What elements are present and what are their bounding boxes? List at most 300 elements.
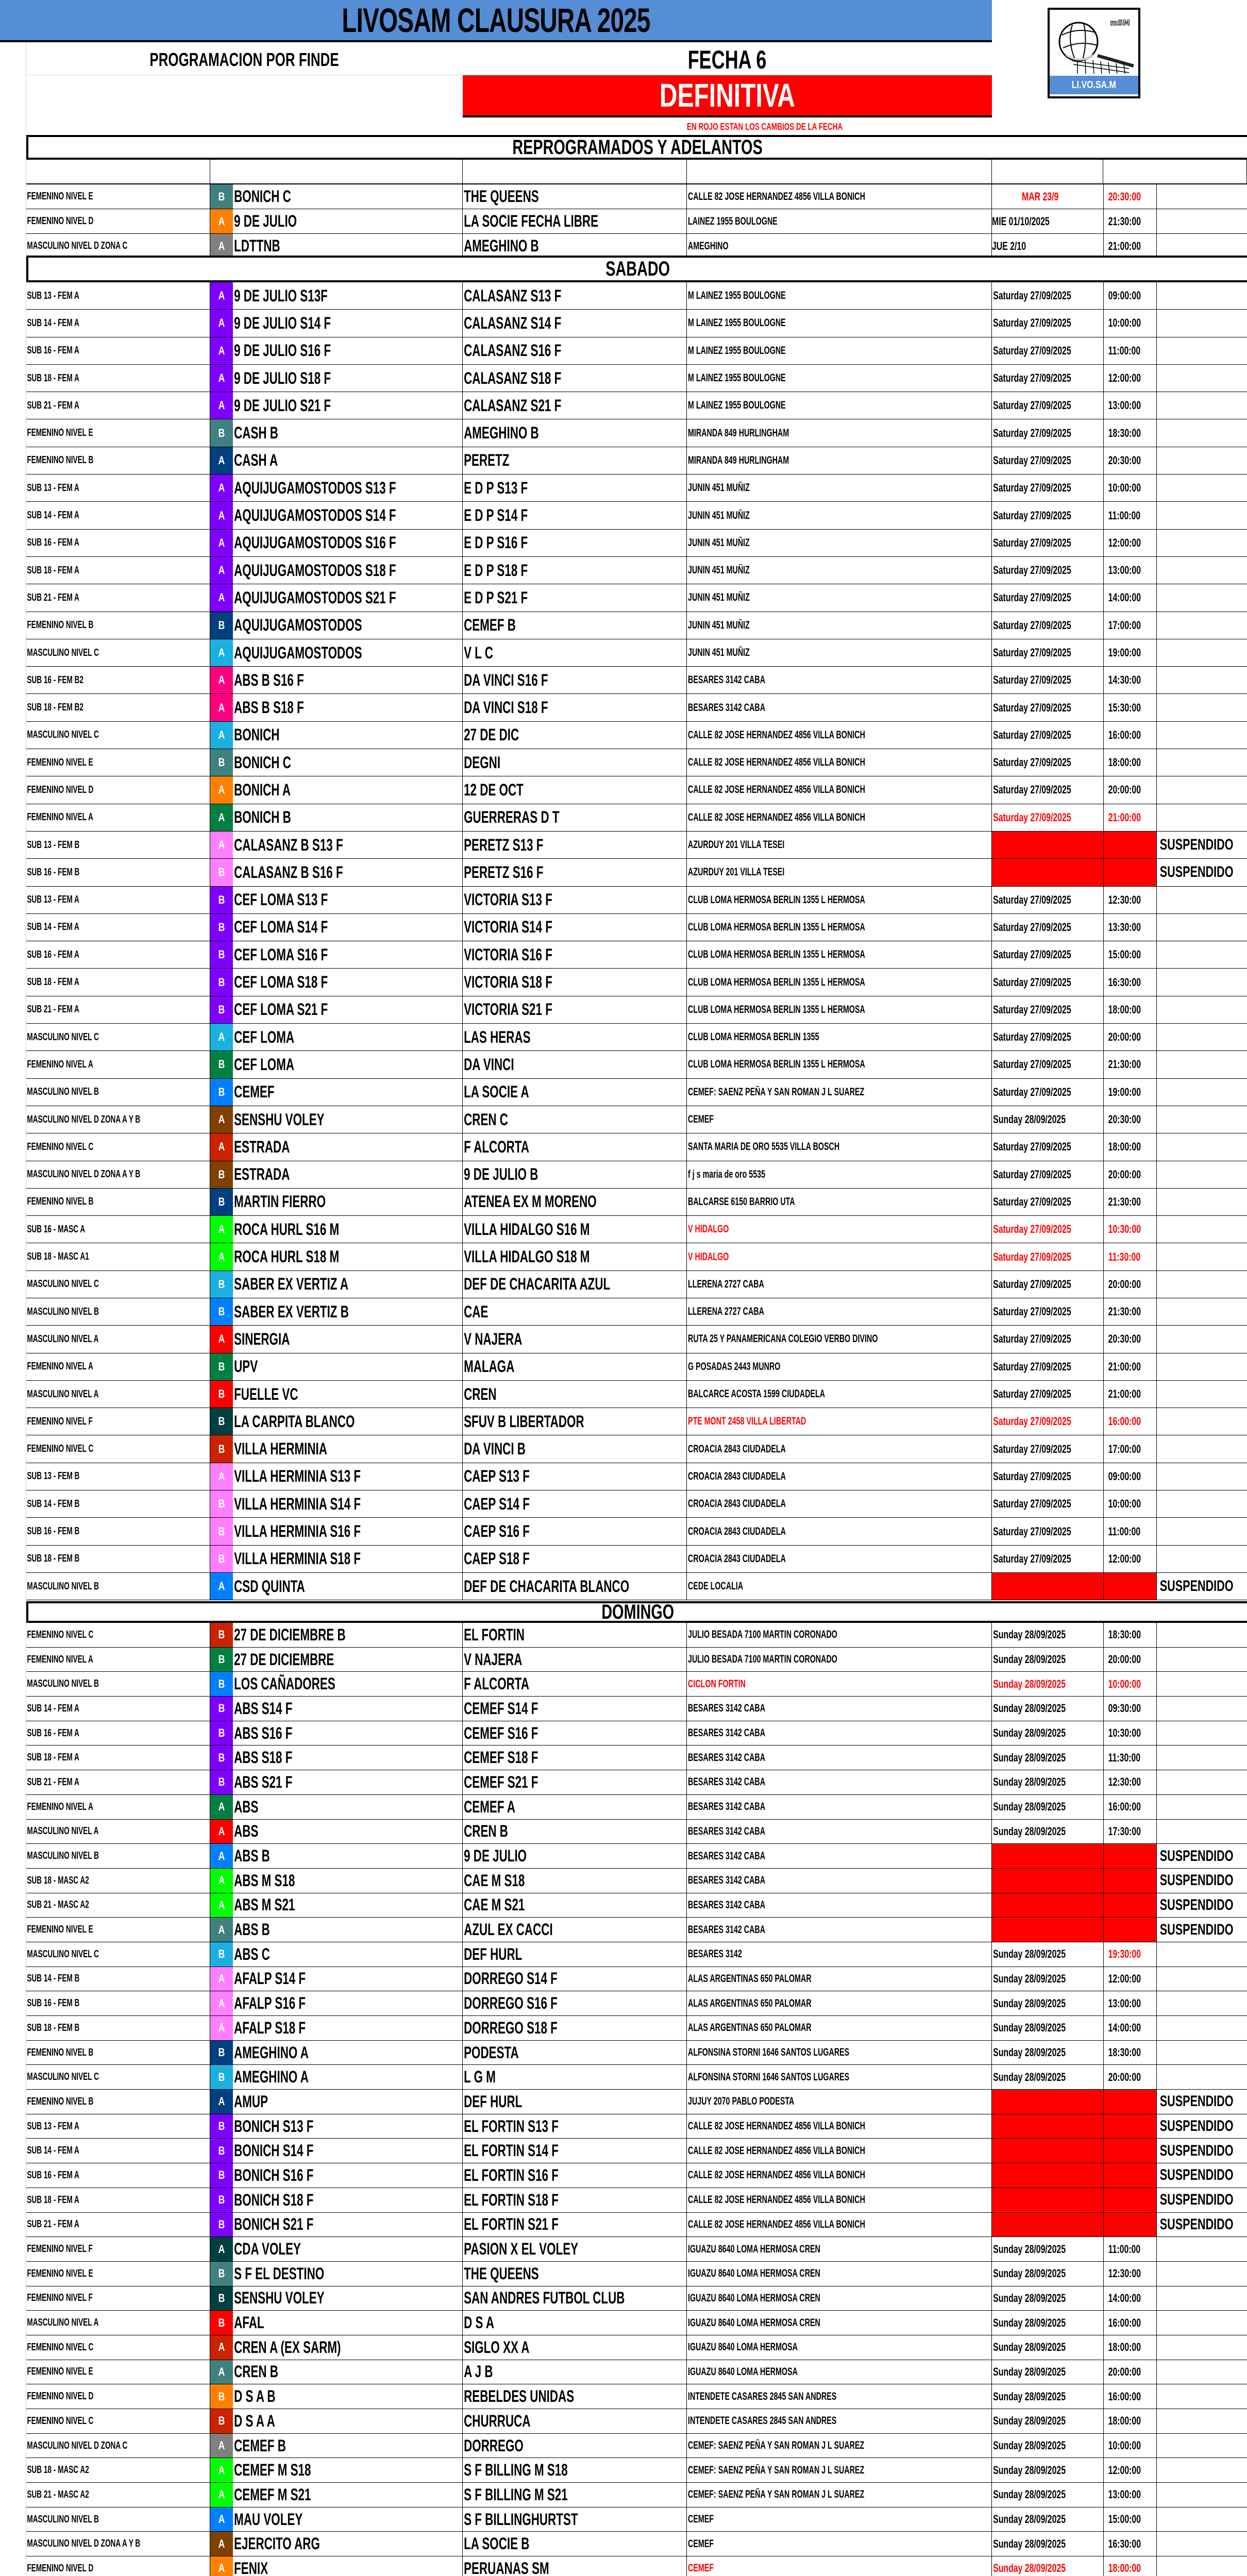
away-team-text: AMEGHINO B [464, 423, 539, 443]
category-text: SUB 21 - MASC A2 [27, 1899, 89, 1911]
home-team-text: ABS S21 F [234, 1772, 293, 1791]
status-cell [1157, 2262, 1247, 2286]
away-team-cell [463, 859, 687, 886]
date-cell [992, 804, 1104, 831]
date-cell [992, 2188, 1104, 2212]
home-team-text: D S A B [234, 2387, 276, 2406]
away-team-text: DEF HURL [464, 1944, 523, 1963]
date-text: MAR 23/9 [1022, 190, 1059, 203]
away-team-text: VICTORIA S18 F [464, 973, 552, 992]
time-text: 11:00:00 [1108, 1524, 1141, 1538]
category-cell [26, 1546, 210, 1572]
status-cell [1157, 2286, 1247, 2311]
date-text: Saturday 27/09/2025 [993, 399, 1071, 412]
venue-text: BESARES 3142 CABA [688, 701, 766, 714]
category-cell [26, 749, 210, 776]
time-cell [1104, 310, 1157, 336]
venue-cell [687, 2286, 992, 2311]
time-cell [1104, 392, 1157, 419]
status-cell [1157, 722, 1247, 749]
time-text: 09:30:00 [1108, 1702, 1141, 1715]
zone-badge-text: A [218, 838, 225, 852]
home-team-cell [233, 859, 463, 886]
home-team-text: VILLA HERMINIA [234, 1439, 327, 1459]
table-row [26, 2065, 1247, 2090]
away-team-text: AZUL EX CACCI [464, 1920, 553, 1939]
venue-text: BESARES 3142 CABA [688, 674, 766, 686]
empty-cell [210, 160, 463, 183]
date-cell [992, 2286, 1104, 2311]
home-team-cell [233, 502, 463, 529]
home-team-text: ABS B S18 F [234, 698, 304, 717]
date-cell [992, 1672, 1104, 1696]
table-row [26, 2188, 1247, 2213]
date-cell [992, 2213, 1104, 2237]
table-row [26, 474, 1247, 502]
date-cell [992, 1623, 1104, 1647]
away-team-text: V NAJERA [464, 1650, 523, 1669]
away-team-cell [463, 1024, 687, 1050]
status-cell [1157, 804, 1247, 831]
away-team-cell [463, 1844, 687, 1868]
zone-badge-text: A [218, 2095, 225, 2108]
zone-badge [210, 584, 233, 611]
zone-badge-text: B [218, 1277, 225, 1291]
home-team-cell [233, 749, 463, 776]
zone-badge-text: A [218, 481, 225, 495]
time-text: 20:30:00 [1108, 190, 1141, 203]
table-row [26, 2139, 1247, 2163]
category-cell [26, 502, 210, 529]
time-cell [1104, 1991, 1157, 2015]
venue-text: CALLE 82 JOSE HERNANDEZ 4856 VILLA BONICH [688, 190, 865, 202]
table-row [26, 209, 1247, 234]
home-team-text: VILLA HERMINIA S13 F [234, 1467, 361, 1486]
home-team-cell [233, 1672, 463, 1696]
zone-badge-text: B [218, 1775, 225, 1789]
domingo-table [26, 1623, 1247, 2576]
status-cell [1157, 392, 1247, 419]
home-team-text: BONICH A [234, 780, 291, 799]
date-cell [992, 887, 1104, 913]
time-cell [1104, 1381, 1157, 1408]
status-cell [1157, 1942, 1247, 1967]
zone-badge [210, 1106, 233, 1133]
table-row [26, 530, 1247, 557]
away-team-cell [463, 1435, 687, 1462]
venue-cell [687, 2556, 992, 2576]
category-text: MASCULINO NIVEL B [27, 1678, 99, 1690]
status-cell [1157, 1546, 1247, 1572]
time-cell [1104, 1745, 1157, 1770]
away-team-text: V L C [464, 643, 493, 662]
status-cell [1157, 1381, 1247, 1408]
fecha-cell [463, 44, 992, 75]
time-text: 17:00:00 [1108, 618, 1141, 632]
venue-cell [687, 1024, 992, 1050]
category-text: SUB 18 - FEM A [27, 2194, 79, 2206]
home-team-cell [233, 1623, 463, 1647]
category-text: SUB 16 - FEM B [27, 1997, 80, 2009]
category-text: MASCULINO NIVEL B [27, 1580, 99, 1592]
zone-badge [210, 2360, 233, 2384]
time-text: 10:00:00 [1108, 481, 1141, 495]
zone-badge-text: A [218, 2488, 225, 2501]
category-text: SUB 18 - MASC A2 [27, 1874, 89, 1886]
table-row [26, 969, 1247, 996]
venue-text: V HIDALGO [688, 1223, 729, 1235]
date-cell [992, 1298, 1104, 1325]
time-cell [1104, 1942, 1157, 1967]
category-cell [26, 1106, 210, 1133]
away-team-text: VICTORIA S21 F [464, 1000, 552, 1019]
zone-badge [210, 2237, 233, 2261]
time-text: 21:30:00 [1108, 1058, 1141, 1071]
time-cell [1104, 1546, 1157, 1572]
zone-badge-text: A [218, 2513, 225, 2526]
category-text: SUB 18 - MASC A1 [27, 1251, 89, 1263]
category-text: MASCULINO NIVEL D ZONA A Y B [27, 1168, 141, 1180]
zone-badge-text: A [218, 810, 225, 824]
time-cell [1104, 2384, 1157, 2409]
home-team-cell [233, 209, 463, 233]
zone-badge [210, 1844, 233, 1868]
status-cell [1157, 209, 1247, 233]
table-row [26, 2483, 1247, 2507]
venue-cell [687, 447, 992, 474]
date-text: Saturday 27/09/2025 [993, 536, 1071, 549]
away-team-text: DA VINCI S18 F [464, 698, 548, 717]
venue-text: JUNIN 451 MUÑIZ [688, 482, 750, 494]
venue-text: AZURDUY 201 VILLA TESEI [688, 839, 785, 851]
venue-cell [687, 2016, 992, 2040]
status-cell [1157, 2213, 1247, 2237]
venue-cell [687, 234, 992, 258]
away-team-cell [463, 832, 687, 858]
time-cell [1104, 694, 1157, 721]
date-cell [992, 1942, 1104, 1967]
away-team-text: E D P S14 F [464, 506, 528, 525]
venue-text: JUNIN 451 MUÑIZ [688, 591, 750, 604]
home-team-cell [233, 1490, 463, 1517]
away-team-cell [463, 1991, 687, 2015]
status-text: SUSPENDIDO [1159, 1896, 1234, 1913]
status-cell [1157, 1353, 1247, 1380]
empty-cell [687, 160, 992, 183]
category-cell [26, 612, 210, 639]
zone-badge [210, 1243, 233, 1270]
away-team-cell [463, 914, 687, 941]
table-row [26, 1271, 1247, 1298]
home-team-text: ABS B [234, 1846, 270, 1866]
category-cell [26, 859, 210, 886]
away-team-cell [463, 804, 687, 831]
away-team-cell [463, 2213, 687, 2237]
zone-badge [210, 502, 233, 529]
zone-badge [210, 1490, 233, 1517]
away-team-text: CEMEF S18 F [464, 1748, 538, 1767]
category-cell [26, 2384, 210, 2409]
zone-badge-text: A [218, 1469, 225, 1483]
date-text: Saturday 27/09/2025 [993, 1003, 1071, 1016]
away-team-text: DORREGO S16 F [464, 1994, 558, 2013]
zone-badge [210, 1326, 233, 1352]
away-team-text: CREN [464, 1384, 497, 1403]
status-cell [1157, 1463, 1247, 1490]
time-cell [1104, 474, 1157, 501]
section-title-text: SABADO [605, 257, 670, 280]
date-cell [992, 2090, 1104, 2114]
status-cell [1157, 1161, 1247, 1188]
venue-cell [687, 1079, 992, 1106]
date-text: Sunday 28/09/2025 [993, 2513, 1066, 2526]
time-cell [1104, 2556, 1157, 2576]
venue-cell [687, 1697, 992, 1721]
category-text: SUB 21 - FEM A [27, 399, 79, 411]
category-cell [26, 2065, 210, 2089]
home-team-text: 9 DE JULIO S14 F [234, 313, 331, 332]
zone-badge [210, 1216, 233, 1243]
home-team-text: CEF LOMA S13 F [234, 890, 328, 909]
time-text: 12:00:00 [1108, 1972, 1141, 1985]
venue-text: MIRANDA 849 HURLINGHAM [688, 454, 789, 466]
venue-text: ALAS ARGENTINAS 650 PALOMAR [688, 2022, 812, 2034]
venue-text: IGUAZU 8640 LOMA HERMOSA CREN [688, 2267, 820, 2280]
zone-badge [210, 804, 233, 831]
venue-text: BESARES 3142 CABA [688, 1874, 766, 1887]
category-text: SUB 18 - FEM A [27, 564, 79, 576]
home-team-text: ABS [234, 1822, 259, 1841]
venue-text: BESARES 3142 [688, 1948, 742, 1960]
status-cell [1157, 1271, 1247, 1298]
date-text: Sunday 28/09/2025 [993, 2291, 1066, 2304]
zone-badge-text: B [218, 1167, 225, 1181]
away-team-cell [463, 941, 687, 968]
zone-badge-text: B [218, 1497, 225, 1511]
venue-text: CROACIA 2843 CIUDADELA [688, 1470, 786, 1482]
venue-cell [687, 1721, 992, 1745]
zone-badge-text: B [218, 2316, 225, 2329]
table-row [26, 2163, 1247, 2188]
venue-cell [687, 776, 992, 803]
time-text: 20:00:00 [1108, 1277, 1141, 1291]
time-cell [1104, 584, 1157, 611]
venue-text: BESARES 3142 CABA [688, 1850, 766, 1862]
venue-cell [687, 282, 992, 309]
time-text: 15:00:00 [1108, 948, 1141, 961]
away-team-text: THE QUEENS [464, 187, 539, 206]
venue-cell [687, 1648, 992, 1672]
date-cell [992, 914, 1104, 941]
venue-text: JUNIN 451 MUÑIZ [688, 536, 750, 549]
away-team-text: DORREGO [464, 2436, 524, 2455]
date-cell [992, 1079, 1104, 1106]
time-cell [1104, 969, 1157, 995]
category-text: SUB 13 - FEM B [27, 839, 80, 851]
home-team-text: BONICH B [234, 808, 291, 827]
category-cell [26, 1490, 210, 1517]
category-text: SUB 13 - FEM B [27, 1470, 80, 1482]
category-text: FEMENINO NIVEL D [27, 2562, 94, 2574]
home-team-cell [233, 1697, 463, 1721]
home-team-cell [233, 1893, 463, 1918]
zone-badge-text: A [218, 1580, 225, 1593]
home-team-cell [233, 2090, 463, 2114]
venue-text: CEMEF: SAENZ PEÑA Y SAN ROMAN J L SUAREZ [688, 2439, 865, 2452]
away-team-text: VILLA HIDALGO S18 M [464, 1247, 590, 1266]
category-text: MASCULINO NIVEL B [27, 1850, 99, 1862]
date-text: Sunday 28/09/2025 [993, 1775, 1066, 1789]
away-team-text: EL FORTIN [464, 1625, 525, 1644]
home-team-cell [233, 996, 463, 1023]
status-cell [1157, 859, 1247, 886]
away-team-text: D S A [464, 2313, 495, 2332]
date-cell [992, 1106, 1104, 1133]
status-cell [1157, 2163, 1247, 2188]
category-text: MASCULINO NIVEL A [27, 1825, 99, 1837]
time-text: 13:00:00 [1108, 1996, 1141, 2010]
zone-badge-text: B [218, 1195, 225, 1208]
zone-badge-text: A [218, 2365, 225, 2378]
zone-badge-text: B [218, 1085, 225, 1098]
venue-cell [687, 2458, 992, 2482]
venue-cell [687, 1326, 992, 1352]
away-team-cell [463, 1967, 687, 1991]
time-text: 14:30:00 [1108, 673, 1141, 687]
date-cell [992, 1546, 1104, 1572]
date-cell [992, 282, 1104, 309]
zone-badge [210, 2434, 233, 2458]
venue-cell [687, 1243, 992, 1270]
time-text: 16:30:00 [1108, 975, 1141, 989]
venue-text: M LAINEZ 1955 BOULOGNE [688, 344, 786, 357]
category-cell [26, 1435, 210, 1462]
time-cell [1104, 184, 1157, 209]
home-team-cell [233, 1770, 463, 1794]
date-text: Sunday 28/09/2025 [993, 1947, 1066, 1961]
time-cell [1104, 419, 1157, 446]
category-cell [26, 2335, 210, 2360]
category-cell [26, 2139, 210, 2163]
category-text: SUB 13 - FEM A [27, 894, 79, 906]
time-text: 18:00:00 [1108, 2562, 1141, 2575]
date-cell [992, 1820, 1104, 1844]
home-team-cell [233, 2409, 463, 2433]
home-team-cell [233, 1133, 463, 1160]
venue-cell [687, 996, 992, 1023]
away-team-cell [463, 502, 687, 529]
home-team-text: CREN B [234, 2362, 278, 2381]
zone-badge-text: B [218, 1677, 225, 1690]
empty-cell [992, 160, 1103, 183]
table-row [26, 776, 1247, 804]
time-text: 12:30:00 [1108, 1775, 1141, 1789]
venue-text: M LAINEZ 1955 BOULOGNE [688, 290, 786, 302]
notice-text: EN ROJO ESTAN LOS CAMBIOS DE LA FECHA [687, 121, 843, 132]
time-text: 17:00:00 [1108, 1442, 1141, 1455]
category-text: FEMENINO NIVEL E [27, 2267, 93, 2279]
category-cell [26, 474, 210, 501]
zone-badge [210, 722, 233, 749]
zone-badge-text: A [218, 1972, 225, 1985]
category-text: MASCULINO NIVEL C [27, 1031, 99, 1043]
time-cell [1104, 1463, 1157, 1490]
zone-badge-text: B [218, 2414, 225, 2428]
away-team-cell [463, 184, 687, 209]
away-team-text: L G M [464, 2067, 496, 2087]
venue-text: LAINEZ 1955 BOULOGNE [688, 215, 778, 227]
time-text: 16:00:00 [1108, 2316, 1141, 2329]
venue-cell [687, 1795, 992, 1819]
status-cell [1157, 1051, 1247, 1078]
away-team-text: DA VINCI S16 F [464, 670, 548, 689]
venue-cell [687, 557, 992, 584]
venue-text: BESARES 3142 CABA [688, 1825, 766, 1837]
venue-text: JUNIN 451 MUÑIZ [688, 509, 750, 521]
venue-text: RUTA 25 Y PANAMERICANA COLEGIO VERBO DIVINO [688, 1333, 878, 1345]
table-row [26, 859, 1247, 886]
category-text: SUB 14 - FEM A [27, 317, 79, 329]
category-cell [26, 2360, 210, 2384]
table-row [26, 2532, 1247, 2556]
date-text: Saturday 27/09/2025 [993, 344, 1071, 357]
away-team-cell [463, 1795, 687, 1819]
home-team-text: AFALP S18 F [234, 2018, 306, 2037]
status-cell [1157, 776, 1247, 803]
date-text: Sunday 28/09/2025 [993, 1702, 1066, 1715]
zone-badge [210, 1942, 233, 1967]
table-row [26, 1051, 1247, 1078]
away-team-cell [463, 2139, 687, 2163]
table-row [26, 1079, 1247, 1106]
away-team-text: DEF HURL [464, 2092, 523, 2111]
time-text: 16:00:00 [1108, 728, 1141, 741]
venue-cell [687, 1942, 992, 1967]
time-text: 12:30:00 [1108, 893, 1141, 906]
date-cell [992, 1189, 1104, 1215]
status-cell [1157, 1216, 1247, 1243]
date-text: Saturday 27/09/2025 [993, 810, 1071, 824]
status-text: SUSPENDIDO [1159, 2117, 1234, 2135]
zone-badge [210, 557, 233, 584]
away-team-text: V NAJERA [464, 1329, 523, 1348]
time-cell [1104, 1051, 1157, 1078]
time-cell [1104, 365, 1157, 392]
home-team-cell [233, 1869, 463, 1893]
venue-cell [687, 502, 992, 529]
table-row [26, 1133, 1247, 1161]
venue-cell [687, 184, 992, 209]
time-text: 13:30:00 [1108, 920, 1141, 934]
zone-badge-text: B [218, 1702, 225, 1715]
category-text: SUB 14 - FEM A [27, 1702, 79, 1714]
category-text: SUB 16 - FEM B [27, 1526, 80, 1537]
time-cell [1104, 2434, 1157, 2458]
zone-badge-text: B [218, 948, 225, 961]
date-text: Saturday 27/09/2025 [993, 1140, 1071, 1154]
home-team-cell [233, 1381, 463, 1408]
zone-badge-text: A [218, 509, 225, 522]
away-team-cell [463, 694, 687, 721]
zone-badge [210, 1918, 233, 1942]
venue-text: CLUB LOMA HERMOSA BERLIN 1355 L HERMOSA [688, 1003, 865, 1015]
section-title-text: DOMINGO [601, 1600, 674, 1623]
venue-cell [687, 804, 992, 831]
venue-text: INTENDETE CASARES 2845 SAN ANDRES [688, 2390, 837, 2402]
away-team-cell [463, 2409, 687, 2433]
status-cell [1157, 887, 1247, 913]
date-cell [992, 1573, 1104, 1600]
